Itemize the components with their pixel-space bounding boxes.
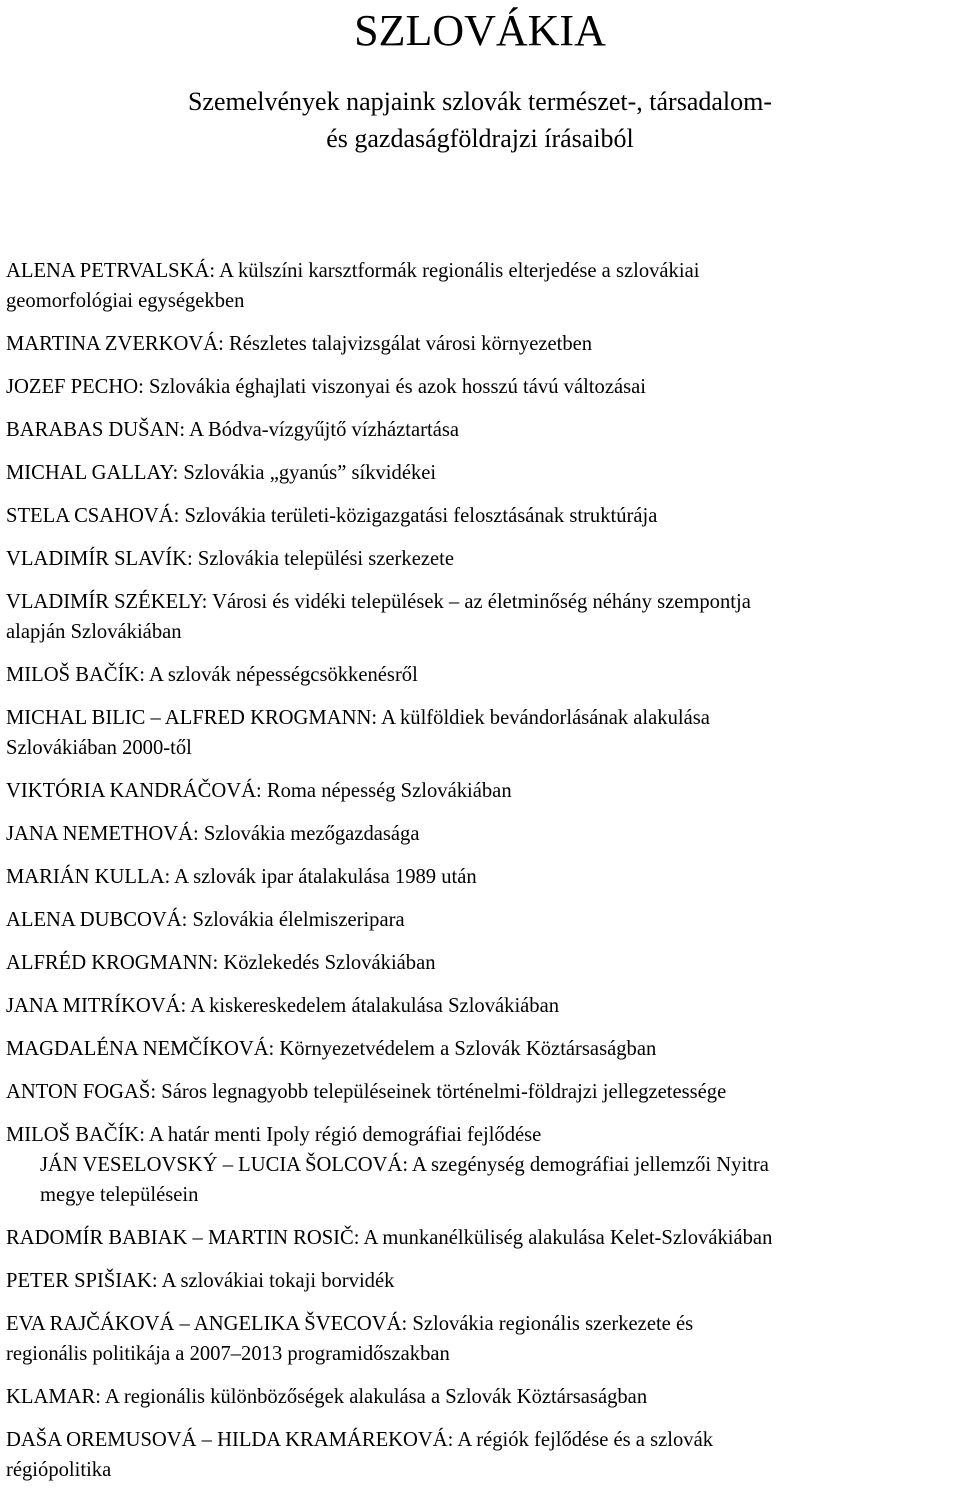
toc-entry-text: ALFRÉD KROGMANN: Közlekedés Szlovákiában [6, 952, 436, 974]
toc-entry-text: DAŠA OREMUSOVÁ – HILDA KRAMÁREKOVÁ: A régiók fejlődése és a szlovák [6, 1429, 714, 1451]
toc-entry-text: MILOŠ BAČÍK: A szlovák népességcsökkenésről [6, 664, 418, 686]
toc-entry [6, 372, 960, 402]
toc-entry [6, 329, 960, 359]
subtitle-line-2: és gazdaságföldrajzi írásaiból [326, 124, 634, 153]
toc-entry-text: EVA RAJČÁKOVÁ – ANGELIKA ŠVECOVÁ: Szlovákia regionális szerkezete és [6, 1313, 694, 1335]
toc-entry [6, 587, 960, 647]
toc-entry [6, 1425, 960, 1485]
toc-entry-continuation: geomorfológiai egységekben [6, 290, 245, 312]
toc-entry [6, 1077, 960, 1107]
toc-entry [6, 1309, 960, 1369]
toc-entry-text: MICHAL GALLAY: Szlovákia „gyanús” síkvidékei [6, 462, 437, 484]
toc-entry-text: PETER SPIŠIAK: A szlovákiai tokaji borvidék [6, 1270, 395, 1292]
toc-entry-text: BARABAS DUŠAN: A Bódva-vízgyűjtő vízháztartása [6, 419, 460, 441]
document-subtitle [0, 83, 960, 157]
toc-entry [6, 862, 960, 892]
toc-entry [6, 776, 960, 806]
toc-entry-text: JOZEF PECHO: Szlovákia éghajlati viszonyai és azok hosszú távú változásai [6, 376, 646, 398]
toc-entry-text: RADOMÍR BABIAK – MARTIN ROSIČ: A munkanélküliség alakulása Kelet-Szlovákiában [6, 1227, 773, 1249]
toc-entry-text: JANA MITRÍKOVÁ: A kiskereskedelem átalakulása Szlovákiában [6, 995, 560, 1017]
toc-entry-text: STELA CSAHOVÁ: Szlovákia területi-közigazgatási felosztásának struktúrája [6, 505, 658, 527]
toc-entry [6, 905, 960, 935]
toc-entry-text: MARIÁN KULLA: A szlovák ipar átalakulása 1989 után [6, 866, 477, 888]
toc-entry-text: ALENA PETRVALSKÁ: A külszíni karsztformák regionális elterjedése a szlovákiai [6, 260, 700, 282]
toc-entry [6, 703, 960, 763]
toc-entry [6, 1266, 960, 1296]
toc-entry [6, 1223, 960, 1253]
toc-entry [6, 1382, 960, 1412]
toc-entry-text: VIKTÓRIA KANDRÁČOVÁ: Roma népesség Szlovákiában [6, 780, 512, 802]
toc-entry-continuation: regionális politikája a 2007–2013 programidőszakban [6, 1343, 450, 1365]
toc-entry [6, 1150, 960, 1210]
toc-entry [6, 819, 960, 849]
toc-entry-text: MARTINA ZVERKOVÁ: Részletes talajvizsgálat városi környezetben [6, 333, 593, 355]
toc-entry-text: ANTON FOGAŠ: Sáros legnagyobb településeinek történelmi-földrajzi jellegzetessége [6, 1081, 727, 1103]
toc-entry [6, 544, 960, 574]
toc-entry-continuation: Szlovákiában 2000-től [6, 737, 192, 759]
toc-entry-text: ALENA DUBCOVÁ: Szlovákia élelmiszeripara [6, 909, 405, 931]
toc-entry [6, 415, 960, 445]
toc-entry-text: MICHAL BILIC – ALFRED KROGMANN: A külföldiek bevándorlásának alakulása [6, 707, 710, 729]
toc-entry-continuation: alapján Szlovákiában [6, 621, 182, 643]
subtitle-line-1: Szemelvények napjaink szlovák természet-, társadalom- [187, 87, 773, 116]
toc-entry [6, 948, 960, 978]
toc-entry [6, 1034, 960, 1064]
toc-entry [6, 458, 960, 488]
toc-entry-continuation: régiópolitika [6, 1459, 112, 1481]
toc-entry [6, 660, 960, 690]
toc-entry-text: VLADIMÍR SLAVÍK: Szlovákia települési szerkezete [6, 548, 454, 570]
toc-entry-text: VLADIMÍR SZÉKELY: Városi és vidéki települések – az életminőség néhány szempontja [6, 591, 751, 613]
table-of-contents [6, 256, 960, 1498]
toc-entry [6, 1120, 960, 1150]
toc-entry-continuation: megye településein [40, 1184, 199, 1206]
toc-entry [6, 501, 960, 531]
toc-entry-text: MAGDALÉNA NEMČÍKOVÁ: Környezetvédelem a Szlovák Köztársaságban [6, 1038, 657, 1060]
toc-entry-text: JÁN VESELOVSKÝ – LUCIA ŠOLCOVÁ: A szegénység demográfiai jellemzői Nyitra [40, 1154, 769, 1176]
toc-entry-text: JANA NEMETHOVÁ: Szlovákia mezőgazdasága [6, 823, 420, 845]
toc-entry-text: MILOŠ BAČÍK: A határ menti Ipoly régió demográfiai fejlődése [6, 1124, 542, 1146]
toc-entry [6, 991, 960, 1021]
toc-entry [6, 256, 960, 316]
toc-entry-text: KLAMAR: A regionális különbözőségek alakulása a Szlovák Köztársaságban [6, 1386, 648, 1408]
document-title: SZLOVÁKIA [354, 6, 606, 55]
